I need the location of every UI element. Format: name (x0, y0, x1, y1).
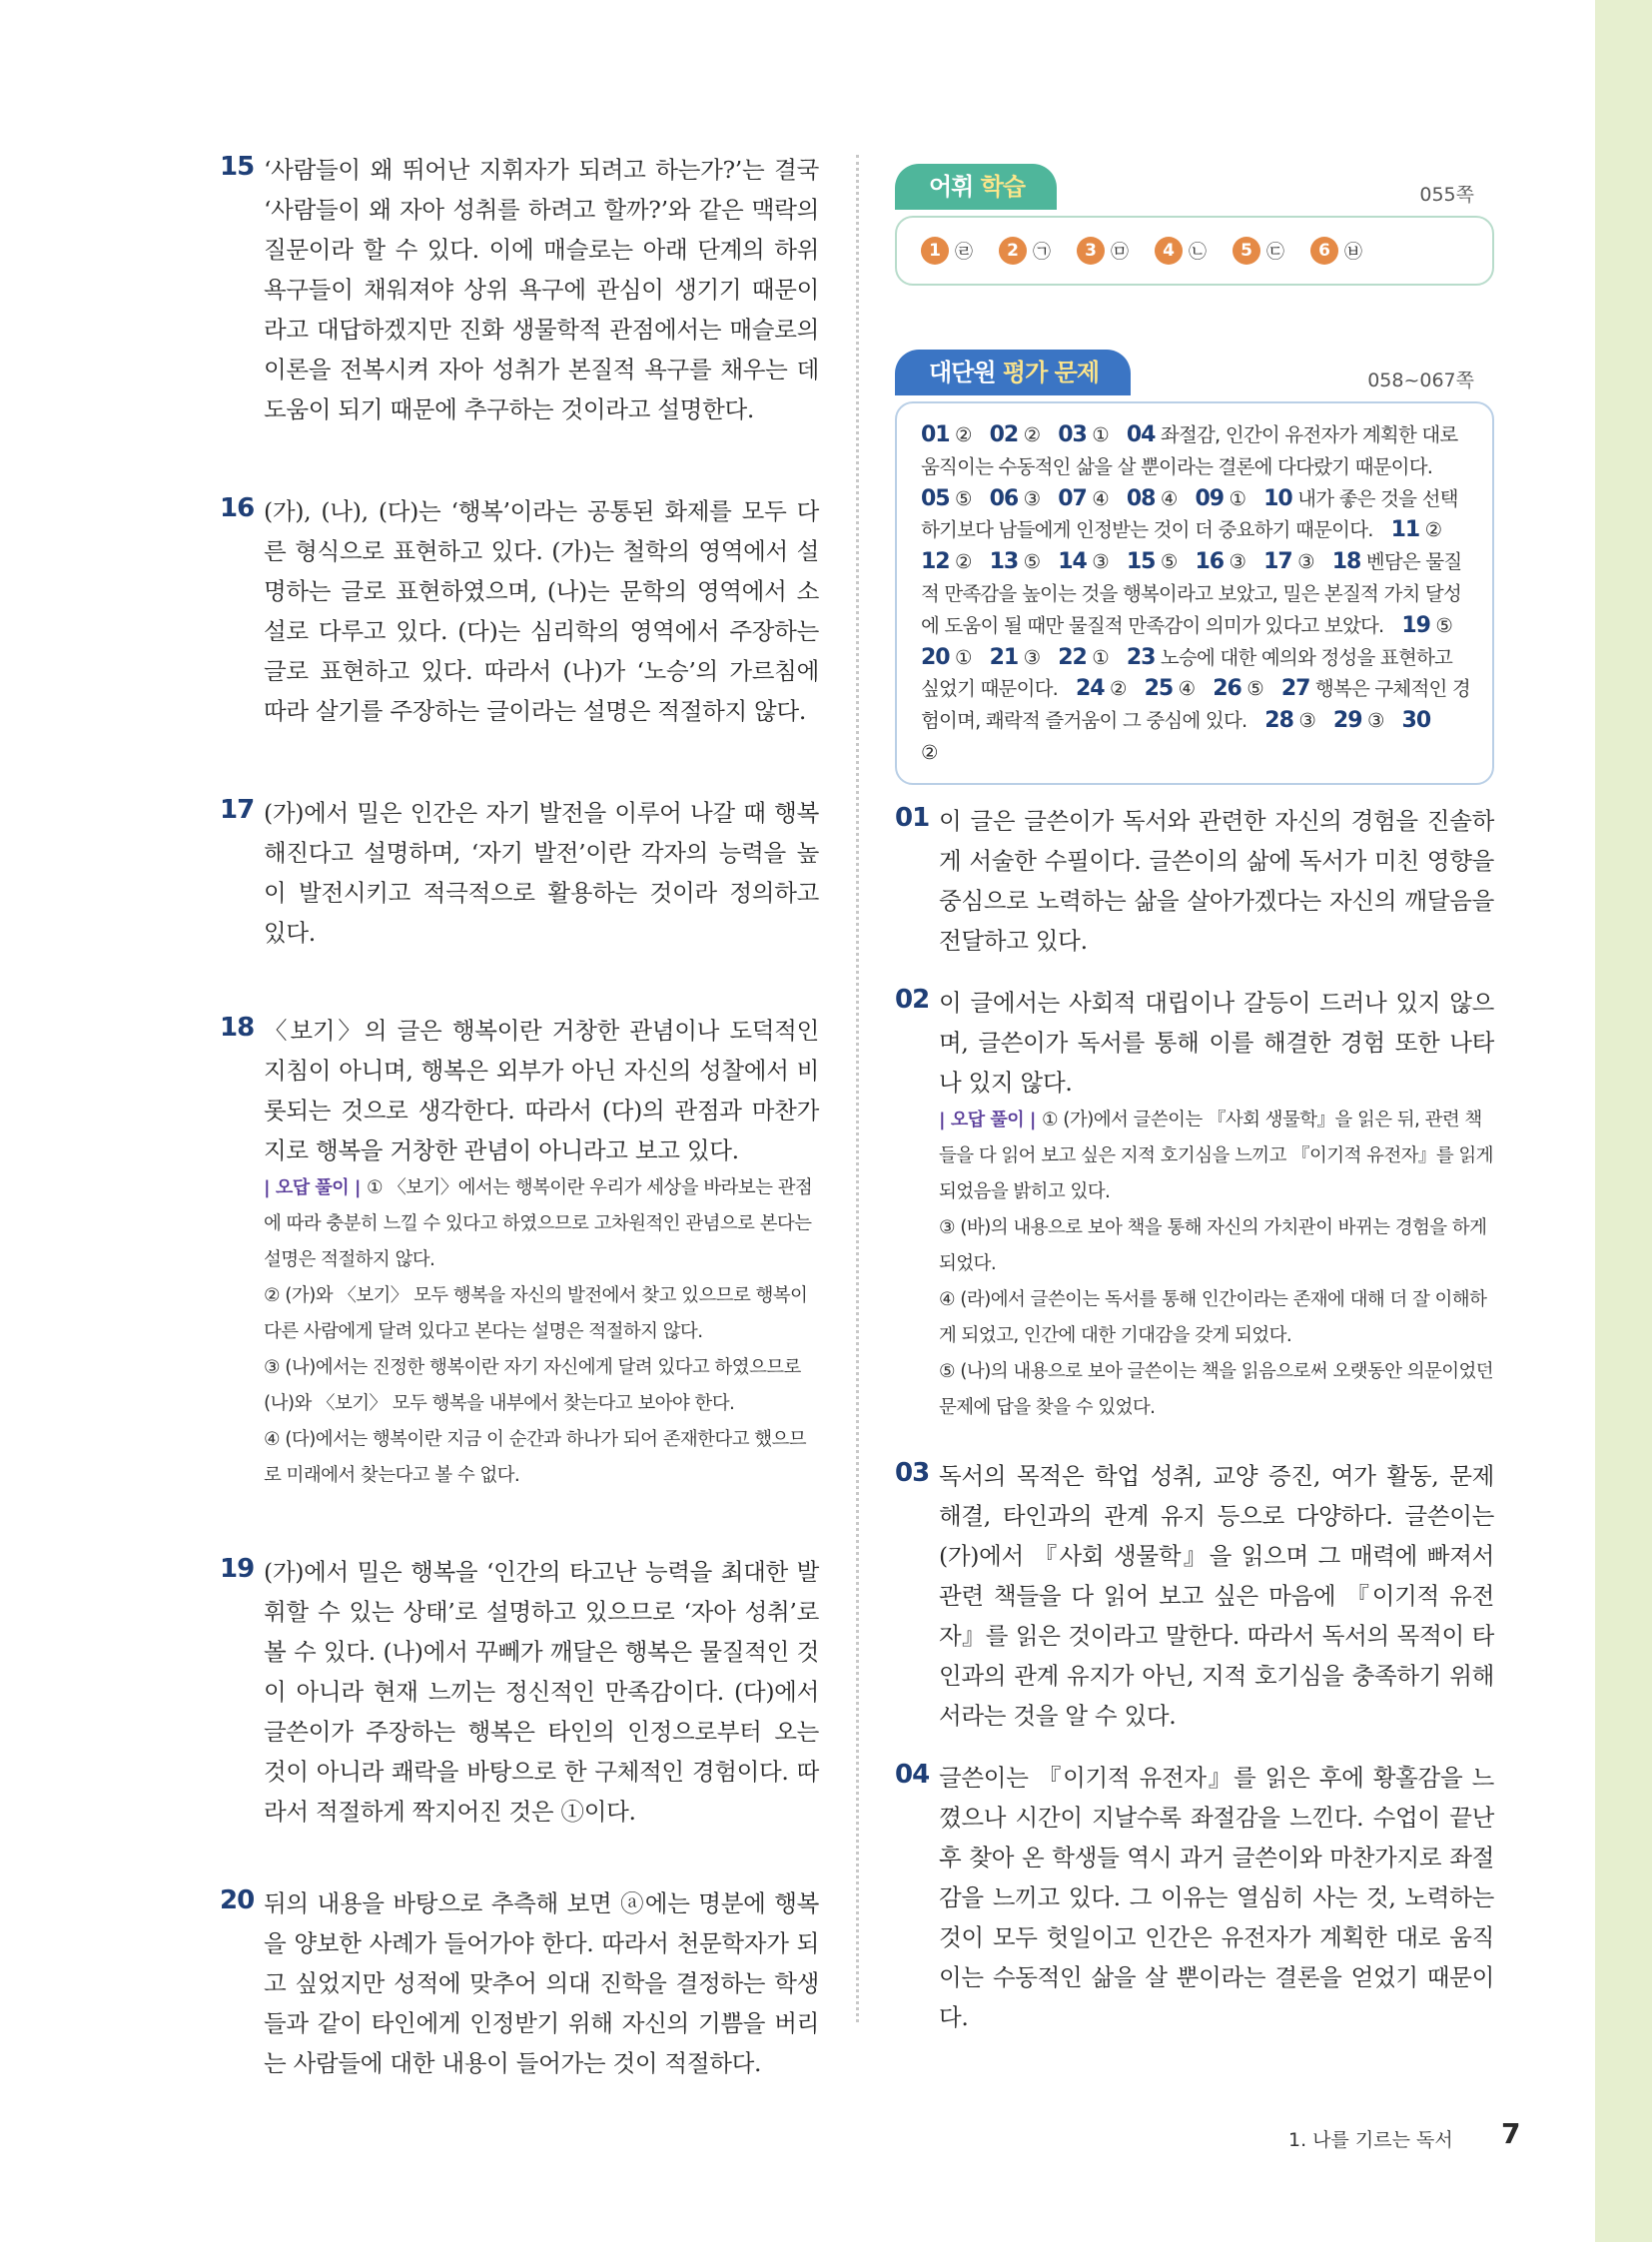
unit-answer-value: ③ (1023, 645, 1041, 669)
note-item: ① 〈보기〉에서는 행복이란 우리가 세상을 바라보는 관점에 따라 충분히 느낄 수 있다고 하였으므로 고차원적인 관념으로 본다는 설명은 적절하지 않다. (264, 1177, 813, 1270)
vocab-number: 2 (999, 237, 1027, 265)
vocab-title-a: 어휘 (929, 173, 981, 201)
explanation-03 (895, 1456, 1494, 1736)
unit-answer-number: 01 (921, 422, 950, 447)
unit-answer-number: 22 (1058, 644, 1087, 670)
unit-answer-item (921, 550, 972, 573)
unit-answer-number: 29 (1332, 708, 1362, 734)
vocab-number: 6 (1310, 237, 1338, 265)
vocab-title (895, 164, 1057, 210)
unit-answer-value: ③ (1092, 550, 1109, 574)
page-number: 7 (1501, 2117, 1521, 2150)
question-number: 01 (895, 802, 930, 833)
unit-answer-value: ② (955, 550, 972, 574)
unit-answer-value: ② (921, 740, 938, 764)
explanation-04 (895, 1758, 1494, 2037)
question-text: (가), (나), (다)는 ‘행복’이라는 공통된 화제를 모두 다른 형식으로 표현하고 있다. (가)는 철학의 영역에서 설명하는 글로 표현하였으며, (나)는 문학의 영역에서 소설로 다루고 있다. (다)는 심리학의 영역에서 주장하는 글로 표현하고 있다. 따라서 (나)가 ‘노승’의 가르침에 따라 살기를 주장하는 글이라는 설명은 적절하지 않다. (264, 497, 820, 725)
column-divider (856, 155, 859, 2022)
vocab-answer: ㉠ (1033, 242, 1051, 263)
unit-answer-value: ② (955, 423, 972, 446)
vocab-header (895, 160, 1494, 216)
explanation-01 (895, 801, 1494, 961)
vocab-number: 3 (1077, 237, 1105, 265)
unit-answer-item (1145, 677, 1196, 700)
unit-answer-number: 10 (1263, 485, 1292, 511)
explanation-02 (895, 983, 1494, 1426)
unit-answer-number: 02 (989, 422, 1019, 447)
vocab-number: 5 (1233, 237, 1260, 265)
unit-title-b: 평가 문제 (1002, 359, 1100, 386)
question-text: (가)에서 밀은 인간은 자기 발전을 이루어 나갈 때 행복해진다고 설명하며, ‘자기 발전’이란 각자의 능력을 높이 발전시키고 적극적으로 활용하는 것이라 정의하고 있다. (264, 799, 819, 947)
unit-answer-item (1213, 677, 1263, 700)
vocab-item (1155, 237, 1207, 265)
note-item: ④ (다)에서는 행복이란 지금 이 순간과 하나가 되어 존재한다고 했으므로 미래에서 찾는다고 볼 수 없다. (264, 1429, 807, 1486)
unit-answer-number: 20 (921, 644, 950, 670)
unit-answer-number: 27 (1280, 676, 1310, 702)
vocab-page-ref: 055쪽 (1419, 184, 1474, 206)
unit-answer-item (990, 423, 1041, 446)
question-text: 이 글에서는 사회적 대립이나 갈등이 드러나 있지 않으며, 글쓴이가 독서를 통해 이를 해결한 경험 또한 나타나 있지 않다. (939, 988, 1494, 1097)
note-item: ③ (나)에서는 진정한 행복이란 자기 자신에게 달려 있다고 하였으므로 (나)와 〈보기〉 모두 행복을 내부에서 찾는다고 보아야 한다. (264, 1357, 801, 1414)
unit-header (895, 346, 1494, 401)
unit-answer-value: ① (1092, 645, 1109, 669)
unit-answer-value: ⑤ (955, 486, 972, 510)
vocab-answer: ㉡ (1189, 242, 1207, 263)
unit-answer-item (1058, 423, 1109, 446)
unit-answer-number: 14 (1058, 549, 1087, 575)
note-item: ④ (라)에서 글쓴이는 독서를 통해 인간이라는 존재에 대해 더 잘 이해하게 되었고, 인간에 대한 기대감을 갖게 되었다. (939, 1288, 1487, 1346)
note-item: ① (가)에서 글쓴이는 『사회 생물학』을 읽은 뒤, 관련 책들을 다 읽어 보고 싶은 지적 호기심을 느끼고 『이기적 유전자』를 읽게 되었음을 밝히고 있다. (939, 1109, 1493, 1202)
unit-answer-number: 24 (1075, 676, 1105, 702)
unit-answer-item (921, 487, 972, 510)
vocab-item (1233, 237, 1284, 265)
unit-answer-value: ④ (1178, 677, 1196, 701)
unit-answer-item (990, 646, 1041, 669)
vocab-item (921, 237, 973, 265)
question-text: 〈보기〉의 글은 행복이란 거창한 관념이나 도덕적인 지침이 아니며, 행복은 외부가 아닌 자신의 성찰에서 비롯되는 것으로 생각한다. 따라서 (다)의 관점과 마찬가지로 행복을 거창한 관념이 아니라고 보고 있다. (264, 1017, 819, 1164)
unit-answer-value: ③ (1297, 550, 1314, 574)
unit-answer-value: ① (1229, 486, 1246, 510)
unit-answer-value: 행복은 구체적인 경험이며, 쾌락적 즐거움이 그 중심에 있다. (921, 677, 1470, 733)
wrong-answer-tag: | 오답 풀이 | (939, 1109, 1036, 1130)
question-text: 독서의 목적은 학업 성취, 교양 증진, 여가 활동, 문제 해결, 타인과의 관계 유지 등으로 다양하다. 글쓴이는 (가)에서 『사회 생물학』을 읽으며 그 매력에 빠져서 관련 책들을 다 읽어 보고 싶은 마음에 『이기적 유전자』를 읽은 것이라고 말한다. 따라서 독서의 목적이 타인과의 관계 유지가 아닌, 지적 호기심을 충족하기 위해서라는 것을 알 수 있다. (939, 1461, 1494, 1730)
question-15 (220, 150, 819, 429)
question-18 (220, 1011, 819, 1494)
question-number: 15 (220, 152, 255, 182)
unit-answer-number: 09 (1195, 485, 1225, 511)
chapter-title: 1. 나를 기르는 독서 (1288, 2129, 1453, 2151)
unit-answer-number: 05 (921, 485, 950, 511)
unit-answer-value: ③ (1366, 709, 1384, 733)
unit-answer-value: ① (1092, 423, 1109, 446)
note-item: ③ (바)의 내용으로 보아 책을 통해 자신의 가치관이 바뀌는 경험을 하게 되었다. (939, 1216, 1487, 1274)
unit-answer-number: 30 (1401, 708, 1431, 734)
question-number: 18 (220, 1013, 255, 1043)
unit-answer-item (990, 487, 1041, 510)
unit-answer-item (1127, 550, 1178, 573)
wrong-answer-tag: | 오답 풀이 | (264, 1177, 361, 1198)
unit-answer-number: 12 (921, 549, 950, 575)
unit-answer-value: ② (1424, 518, 1442, 542)
unit-answer-value: ⑤ (1023, 550, 1041, 574)
unit-answer-value: ② (1023, 423, 1041, 446)
unit-answer-value: ④ (1092, 486, 1109, 510)
unit-answer-item (1263, 550, 1314, 573)
unit-page-ref: 058~067쪽 (1367, 370, 1474, 391)
question-number: 19 (220, 1554, 255, 1584)
unit-answer-number: 13 (989, 549, 1019, 575)
unit-answer-item (1058, 550, 1109, 573)
wrong-answer-note (264, 1170, 819, 1278)
unit-answer-number: 04 (1126, 422, 1156, 447)
question-number: 20 (220, 1885, 255, 1915)
question-text: (가)에서 밀은 행복을 ‘인간의 타고난 능력을 최대한 발휘할 수 있는 상태’로 설명하고 있으므로 ‘자아 성취’로 볼 수 있다. (나)에서 꾸뻬가 깨달은 행복은 물질적인 것이 아니라 현재 느끼는 정신적인 만족감이다. (다)에서 글쓴이가 주장하는 행복은 타인의 인정으로부터 오는 것이 아니라 쾌락을 바탕으로 한 구체적인 경험이다. 따라서 적절하게 짝지어진 것은 ①이다. (264, 1558, 819, 1826)
unit-answer-value: 내가 좋은 것을 선택하기보다 남들에게 인정받는 것이 더 중요하기 때문이다. (921, 486, 1458, 542)
unit-answer-item (1196, 487, 1246, 510)
unit-answer-value: 노승에 대한 예의와 정성을 표현하고 싶었기 때문이다. (921, 645, 1453, 701)
unit-answer-item (1391, 518, 1442, 541)
unit-title (895, 350, 1131, 395)
unit-answer-number: 11 (1390, 517, 1420, 543)
unit-answer-number: 03 (1058, 422, 1087, 447)
unit-answer-number: 18 (1331, 549, 1361, 575)
unit-answer-box (895, 401, 1494, 785)
unit-answer-value: ③ (1023, 486, 1041, 510)
unit-title-a: 대단원 (929, 359, 1003, 386)
vocab-answer: ㉣ (955, 242, 973, 263)
unit-answer-item (990, 550, 1041, 573)
unit-answer-value: ⑤ (1246, 677, 1263, 701)
question-number: 04 (895, 1759, 930, 1790)
vocab-item (1077, 237, 1129, 265)
side-color-strip (1595, 0, 1652, 2242)
question-number: 02 (895, 984, 930, 1015)
unit-answer-item (1196, 550, 1246, 573)
unit-answer-number: 26 (1213, 676, 1241, 702)
unit-answer-item (1333, 709, 1384, 732)
question-17 (220, 793, 819, 953)
unit-answer-value: ③ (1298, 709, 1316, 733)
unit-answer-number: 15 (1126, 549, 1156, 575)
question-number: 16 (220, 493, 255, 523)
left-column (220, 150, 819, 2083)
question-text: 글쓴이는 『이기적 유전자』를 읽은 후에 황홀감을 느꼈으나 시간이 지날수록 좌절감을 느낀다. 수업이 끝난 후 찾아 온 학생들 역시 과거 글쓴이와 마찬가지로 좌절감을 느끼고 있다. 그 이유는 열심히 사는 것, 노력하는 것이 모두 헛일이고 인간은 유전자가 계획한 대로 움직이는 수동적인 삶을 살 뿐이라는 결론을 얻었기 때문이다. (939, 1763, 1494, 2031)
vocab-answer-box (895, 216, 1494, 286)
unit-answer-item (1058, 646, 1109, 669)
unit-answer-value: ⑤ (1160, 550, 1178, 574)
vocab-answer: ㉤ (1111, 242, 1129, 263)
unit-answer-item (921, 646, 972, 669)
unit-answers (921, 419, 1470, 769)
unit-answer-number: 21 (989, 644, 1019, 670)
unit-answer-number: 06 (989, 485, 1019, 511)
unit-answer-item (1076, 677, 1127, 700)
vocab-item (1310, 237, 1362, 265)
unit-answer-number: 07 (1058, 485, 1087, 511)
question-text: 뒤의 내용을 바탕으로 추측해 보면 ⓐ에는 명분에 행복을 양보한 사례가 들어가야 한다. 따라서 천문학자가 되고 싶었지만 성적에 맞추어 의대 진학을 결정하는 학생들과 같이 타인에게 인정받기 위해 자신의 기쁨을 버리는 사람들에 대한 내용이 들어가는 것이 적절하다. (264, 1889, 819, 2077)
vocab-answer: ㉢ (1266, 242, 1284, 263)
unit-answer-value: 벤담은 물질적 만족감을 높이는 것을 행복이라고 보았고, 밀은 본질적 가치 달성에 도움이 될 때만 물질적 만족감이 의미가 있다고 보았다. (921, 550, 1462, 637)
vocab-number: 1 (921, 237, 949, 265)
unit-answer-number: 28 (1264, 708, 1293, 734)
wrong-answer-note (939, 1103, 1494, 1210)
question-number: 03 (895, 1457, 930, 1488)
unit-answer-number: 16 (1195, 549, 1225, 575)
vocab-number: 4 (1155, 237, 1183, 265)
question-number: 17 (220, 795, 255, 825)
question-20 (220, 1883, 819, 2083)
unit-answer-value: ① (955, 645, 972, 669)
vocab-title-b: 학습 (980, 173, 1026, 201)
unit-answer-number: 17 (1263, 549, 1292, 575)
vocab-item (999, 237, 1051, 265)
unit-answer-item (1127, 487, 1178, 510)
unit-answer-number: 25 (1144, 676, 1174, 702)
unit-answer-item (921, 423, 972, 446)
question-text: ‘사람들이 왜 뛰어난 지휘자가 되려고 하는가?’는 결국 ‘사람들이 왜 자아 성취를 하려고 할까?’와 같은 맥락의 질문이라 할 수 있다. 이에 매슬로는 아래 단계의 하위 욕구들이 채워져야 상위 욕구에 관심이 생기기 때문이라고 대답하겠지만 진화 생물학적 관점에서는 매슬로의 이론을 전복시켜 자아 성취가 본질적 욕구를 채우는 데 도움이 되기 때문에 추구하는 것이라고 설명한다. (264, 156, 819, 423)
unit-answer-number: 19 (1401, 612, 1430, 638)
question-16 (220, 491, 819, 731)
unit-answer-value: ⑤ (1435, 613, 1453, 637)
vocab-answer: ㉥ (1344, 242, 1362, 263)
unit-answer-value: ④ (1160, 486, 1178, 510)
unit-answer-item (1264, 709, 1315, 732)
question-text: 이 글은 글쓴이가 독서와 관련한 자신의 경험을 진솔하게 서술한 수필이다. 글쓴이의 삶에 독서가 미친 영향을 중심으로 노력하는 삶을 살아가겠다는 자신의 깨달음을 전달하고 있다. (939, 806, 1494, 955)
question-19 (220, 1552, 819, 1832)
unit-answer-number: 23 (1126, 644, 1156, 670)
unit-answer-value: ② (1110, 677, 1127, 701)
unit-answer-item (1401, 614, 1452, 637)
note-item: ⑤ (나)의 내용으로 보아 글쓴이는 책을 읽음으로써 오랫동안 의문이었던 문제에 답을 찾을 수 있었다. (939, 1360, 1494, 1418)
unit-answer-value: 좌절감, 인간이 유전자가 계획한 대로 움직이는 수동적인 삶을 살 뿐이라는 결론에 다다랐기 때문이다. (921, 423, 1458, 478)
unit-answer-value: ③ (1229, 550, 1246, 574)
unit-answer-item (1058, 487, 1109, 510)
right-column (895, 160, 1494, 2037)
note-item: ② (가)와 〈보기〉 모두 행복을 자신의 발전에서 찾고 있으므로 행복이 다른 사람에게 달려 있다고 본다는 설명은 적절하지 않다. (264, 1285, 808, 1342)
unit-answer-number: 08 (1126, 485, 1156, 511)
